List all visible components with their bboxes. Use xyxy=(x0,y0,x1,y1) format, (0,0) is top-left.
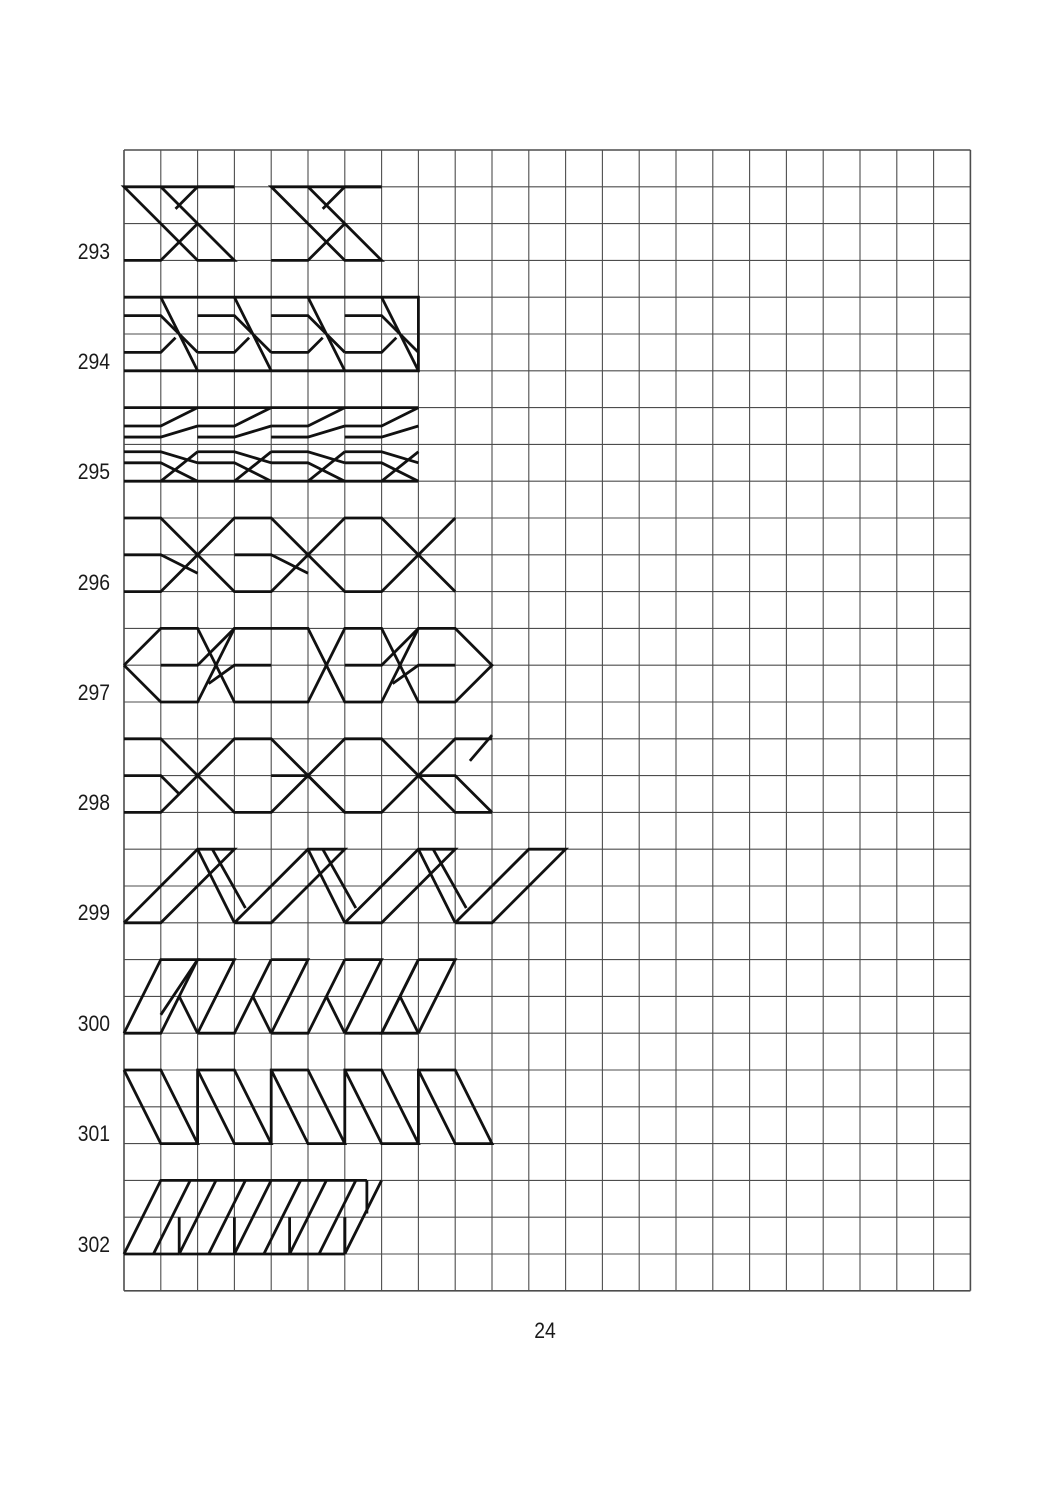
row-label-301: 301 xyxy=(77,1121,110,1146)
row-label-299: 299 xyxy=(77,900,110,925)
pattern-300-stroke xyxy=(253,996,271,1033)
pattern-293-stroke xyxy=(176,187,198,209)
pattern-293-stroke xyxy=(323,187,345,209)
pattern-300-stroke xyxy=(179,996,197,1033)
pattern-299-stroke xyxy=(212,849,245,908)
pattern-299-stroke xyxy=(323,849,356,908)
pattern-294-stroke xyxy=(198,338,250,353)
row-label-297: 297 xyxy=(77,680,110,705)
pattern-300-stroke xyxy=(400,996,418,1033)
row-label-296: 296 xyxy=(77,570,110,595)
row-label-302: 302 xyxy=(77,1232,110,1257)
pattern-294-stroke xyxy=(345,338,397,353)
row-label-295: 295 xyxy=(77,459,110,484)
row-label-298: 298 xyxy=(77,790,110,815)
grid-lines xyxy=(124,150,970,1291)
pattern-294-stroke xyxy=(124,338,176,353)
pattern-300-stroke xyxy=(326,996,344,1033)
page-number: 24 xyxy=(534,1318,556,1343)
row-label-293: 293 xyxy=(77,239,110,264)
pattern-299-stroke xyxy=(433,849,466,908)
row-label-294: 294 xyxy=(77,349,110,374)
pattern-294-stroke xyxy=(271,338,323,353)
row-label-300: 300 xyxy=(77,1011,110,1036)
pattern-298-stroke xyxy=(124,776,179,794)
